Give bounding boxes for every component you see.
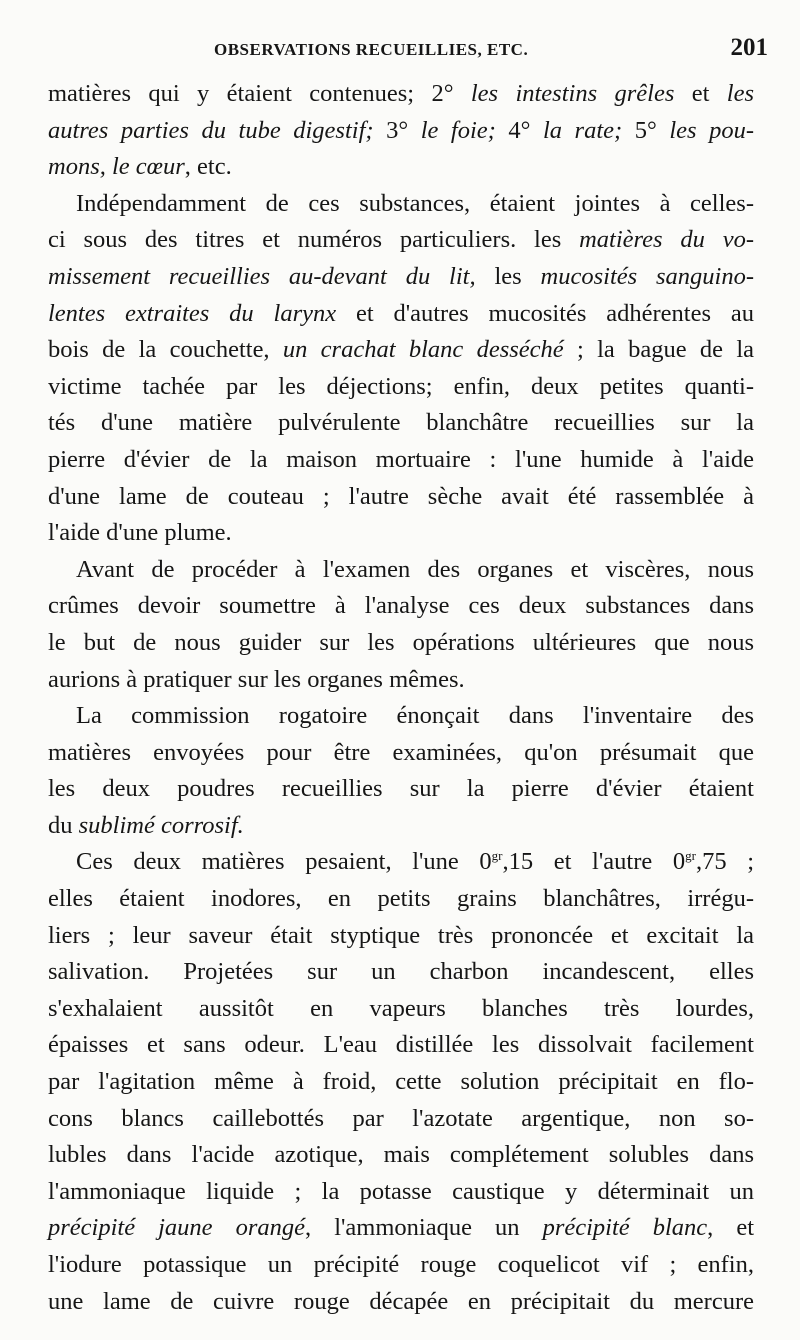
text-line [48, 588, 754, 625]
text-line [48, 1284, 754, 1321]
text-span: salivation. Projetées sur un charbon incandescent, elles [48, 958, 754, 986]
text-span: d'une lame de couteau ; l'autre sèche avait été rassemblée à [48, 482, 754, 510]
text-line [48, 479, 754, 516]
text-line [48, 405, 754, 442]
text-line [48, 1247, 754, 1284]
text-line [48, 76, 754, 113]
text-line [48, 881, 754, 918]
text-line [48, 991, 754, 1028]
text-line [48, 735, 754, 772]
page-number: 201 [730, 34, 768, 61]
text-line [48, 259, 754, 296]
text-line [48, 662, 754, 699]
text-span: par l'agitation même à froid, cette solution précipitait en flo- [48, 1068, 754, 1096]
text-span: les [475, 262, 541, 290]
italic-span: précipité blanc [542, 1214, 708, 1242]
text-span: ; la bague de la [563, 336, 754, 364]
text-span: aurions à pratiquer sur les organes mêmes. [48, 665, 465, 693]
text-line [48, 222, 754, 259]
body-text [48, 76, 754, 1320]
italic-span: lentes extraites du larynx [48, 299, 337, 327]
italic-span: mons, le cœur [48, 153, 185, 181]
text-span: s'exhalaient aussitôt en vapeurs blanches très lourdes, [48, 994, 754, 1022]
superscript: gr [685, 848, 696, 864]
text-span: , etc. [184, 153, 232, 181]
text-span: Avant de procéder à l'examen des organes et viscères, nous [76, 555, 754, 583]
text-span: cons blancs caillebottés par l'azotate argentique, non so- [48, 1104, 754, 1132]
text-line [48, 1027, 754, 1064]
text-line [48, 1210, 754, 1247]
text-span: 3° [373, 116, 421, 144]
text-span: matières envoyées pour être examinées, qu'on présumait que [48, 738, 754, 766]
italic-span: autres parties du tube digestif; [48, 116, 374, 144]
text-line [48, 149, 754, 186]
text-line [48, 369, 754, 406]
text-span: et [674, 80, 727, 107]
text-line [48, 296, 754, 333]
text-line [48, 698, 754, 735]
text-span: , et [707, 1214, 754, 1242]
page-header [40, 34, 770, 70]
text-span: l'aide d'une plume. [48, 519, 232, 547]
italic-span: les intestins grêles [470, 80, 675, 107]
text-span: du [48, 811, 79, 839]
text-line [48, 332, 754, 369]
text-span: tés d'une matière pulvérulente blanchâtre recueillies sur la [48, 409, 754, 437]
text-line [48, 771, 754, 808]
text-line [48, 1137, 754, 1174]
text-line [48, 954, 754, 991]
italic-span: missement recueillies au-devant du lit, [48, 262, 476, 290]
italic-span: précipité jaune orangé [48, 1214, 306, 1242]
italic-span: les [726, 80, 754, 107]
text-span: le but de nous guider sur les opérations ultérieures que nous [48, 628, 754, 656]
italic-span: mucosités sanguino- [540, 262, 755, 290]
superscript: gr [491, 848, 503, 864]
text-line [48, 1101, 754, 1138]
italic-span: le foie; [420, 116, 496, 144]
running-head: OBSERVATIONS RECUEILLIES, ETC. [214, 40, 529, 59]
text-span: les deux poudres recueillies sur la pierre d'évier étaient [48, 775, 754, 803]
text-span: lubles dans l'acide azotique, mais complétement solubles dans [48, 1141, 754, 1169]
text-span: liers ; leur saveur était styptique très prononcée et excitait la [48, 921, 754, 949]
text-line [48, 113, 754, 150]
text-span: ci sous des titres et numéros particuliers. les [48, 226, 580, 254]
text-line [48, 918, 754, 955]
text-span: Indépendamment de ces substances, étaient jointes à celles- [76, 189, 754, 217]
text-span: et d'autres mucosités adhérentes au [336, 299, 754, 327]
text-line [48, 515, 754, 552]
text-span: une lame de cuivre rouge décapée en précipitait du mercure [48, 1287, 754, 1315]
italic-span: un crachat blanc desséché [282, 336, 564, 364]
italic-span: la rate; [542, 116, 623, 144]
text-span: ,15 et l'autre 0 [502, 848, 686, 876]
text-line [48, 808, 754, 845]
text-span: crûmes devoir soumettre à l'analyse ces deux substances dans [48, 592, 754, 620]
text-line [48, 552, 754, 589]
text-span: matières qui y étaient contenues; 2° [48, 80, 471, 107]
text-line [48, 442, 754, 479]
text-span: elles étaient inodores, en petits grains blanchâtres, irrégu- [48, 885, 754, 913]
text-span: victime tachée par les déjections; enfin, deux petites quanti- [48, 372, 754, 400]
text-line [48, 625, 754, 662]
text-line [48, 1064, 754, 1101]
text-span: ,75 ; [695, 848, 754, 876]
text-line [48, 844, 754, 881]
italic-span: sublimé corrosif. [78, 811, 244, 839]
text-span: Ces deux matières pesaient, l'une 0 [76, 848, 492, 876]
text-span: pierre d'évier de la maison mortuaire : l'une humide à l'aide [48, 445, 754, 473]
text-span: l'ammoniaque liquide ; la potasse caustique y déterminait un [48, 1177, 754, 1205]
italic-span: matières du vo- [579, 226, 755, 254]
text-line [48, 1174, 754, 1211]
text-span: 4° [495, 116, 543, 144]
italic-span: les pou- [669, 116, 754, 144]
text-span: épaisses et sans odeur. L'eau distillée les dissolvait facilement [48, 1031, 754, 1059]
text-line [48, 186, 754, 223]
text-span: La commission rogatoire énonçait dans l'inventaire des [76, 702, 754, 730]
text-span: 5° [622, 116, 670, 144]
text-span: , l'ammoniaque un [305, 1214, 543, 1242]
text-span: bois de la couchette, [48, 336, 283, 364]
text-span: l'iodure potassique un précipité rouge coquelicot vif ; enfin, [48, 1251, 754, 1278]
